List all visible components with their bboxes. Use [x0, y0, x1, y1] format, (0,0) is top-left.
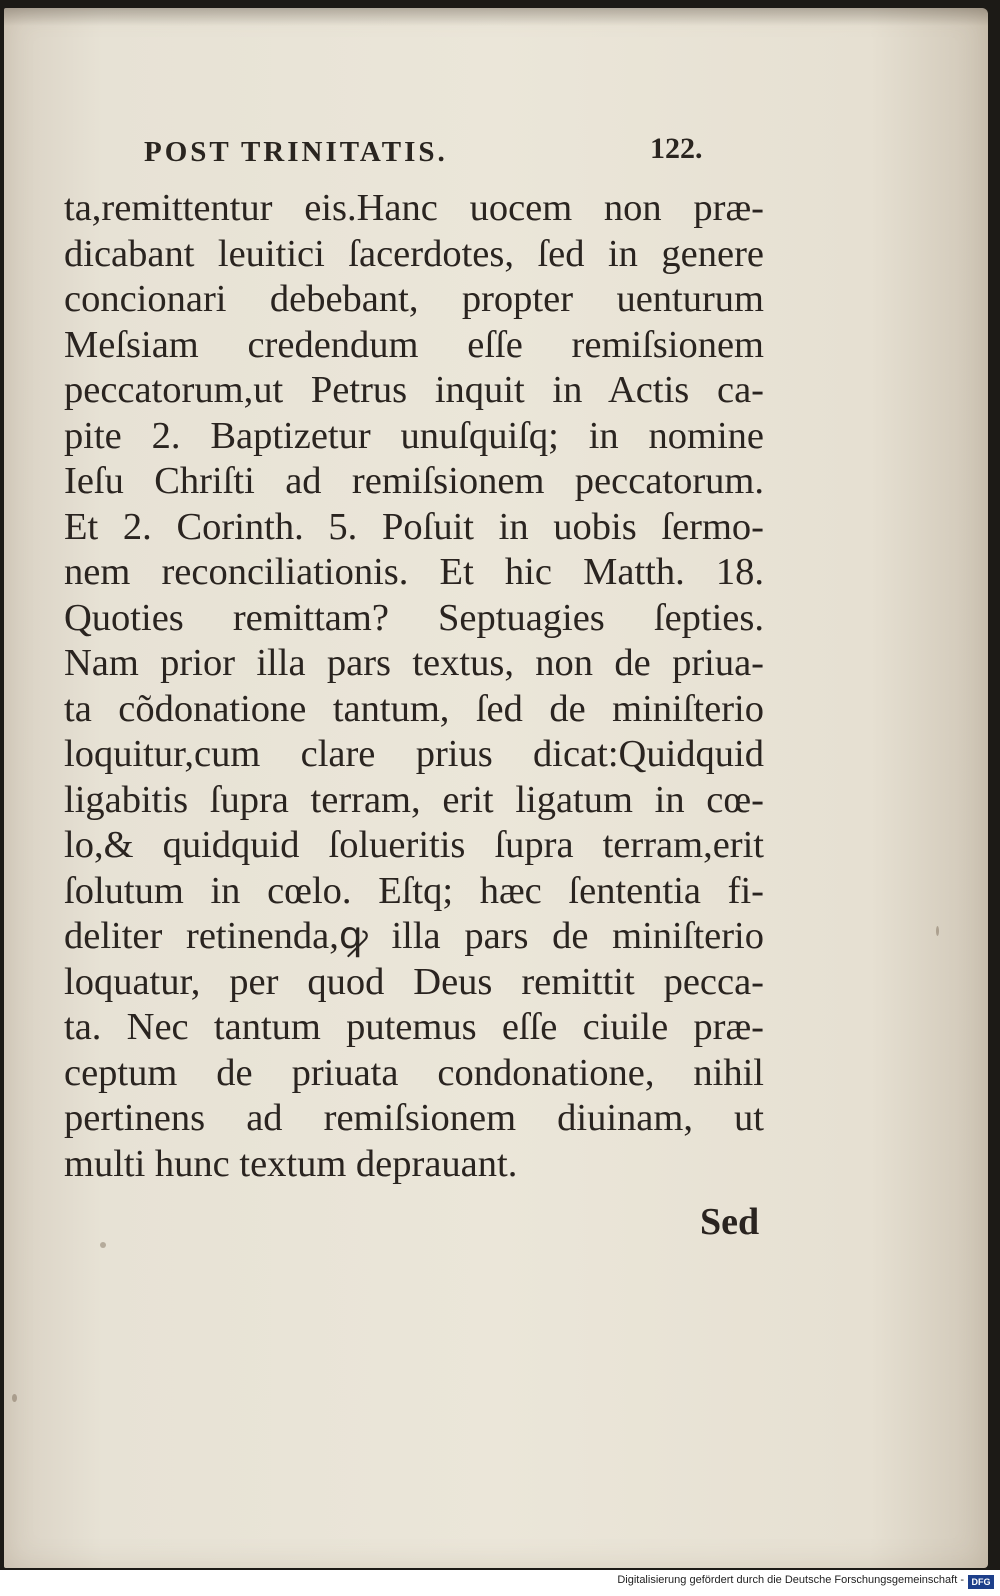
text-line: ceptum de priuata condonatione, nihil [64, 1051, 764, 1094]
body-text [64, 186, 764, 1187]
text-line: Et 2. Corinth. 5. Poſuit in uobis ſermo- [64, 505, 764, 548]
ink-speck [12, 1394, 17, 1402]
text-line: ta,remittentur eis.Hanc uocem non præ- [64, 187, 764, 229]
ink-speck [936, 926, 939, 936]
text-line: pite 2. Baptizetur unuſquiſq; in nomine [64, 414, 764, 457]
text-line: Nam prior illa pars textus, non de priua- [64, 642, 764, 684]
text-line: ſolutum in cœlo. Eſtq; hæc ſententia fi- [64, 869, 764, 912]
text-line: deliter retinenda,ꝙ illa pars de miniſterio [64, 915, 764, 957]
text-line: ta. Nec tantum putemus eſſe ciuile præ- [64, 1006, 764, 1048]
book-page [4, 8, 988, 1568]
text-line: multi hunc textum deprauant. [64, 1142, 518, 1185]
text-line: dicabant leuitici ſacerdotes, ſed in genere [64, 232, 764, 275]
text-line: Ieſu Chriſti ad remiſsionem peccatorum. [64, 460, 764, 502]
text-line: loquitur,cum clare prius dicat:Quidquid [64, 733, 764, 775]
funding-credit: Digitalisierung gefördert durch die Deutsche Forschungsgemeinschaft - [617, 1574, 964, 1586]
text-line: peccatorum,ut Petrus inquit in Actis ca- [64, 369, 764, 411]
text-line: nem reconciliationis. Et hic Matth. 18. [64, 551, 764, 593]
page-number: 122. [650, 132, 703, 165]
text-line: ta cõdonatione tantum, ſed de miniſterio [64, 687, 764, 730]
text-line: pertinens ad remiſsionem diuinam, ut [64, 1097, 764, 1139]
dfg-logo: DFG [968, 1575, 994, 1589]
text-line: concionari debebant, propter uenturum [64, 278, 764, 320]
text-line: Meſsiam credendum eſſe remiſsionem [64, 323, 764, 366]
digitization-footer [0, 1570, 1000, 1596]
ink-speck [100, 1242, 106, 1248]
running-title: POST TRINITATIS. [144, 136, 448, 168]
text-line: lo,& quidquid ſolueritis ſupra terram,erit [64, 824, 764, 866]
page-top-shadow [4, 8, 988, 26]
text-line: ligabitis ſupra terram, erit ligatum in cœ- [64, 778, 764, 821]
catchword: Sed [700, 1201, 760, 1243]
text-line: Quoties remittam? Septuagies ſepties. [64, 596, 764, 639]
text-line: loquatur, per quod Deus remittit pecca- [64, 960, 764, 1003]
